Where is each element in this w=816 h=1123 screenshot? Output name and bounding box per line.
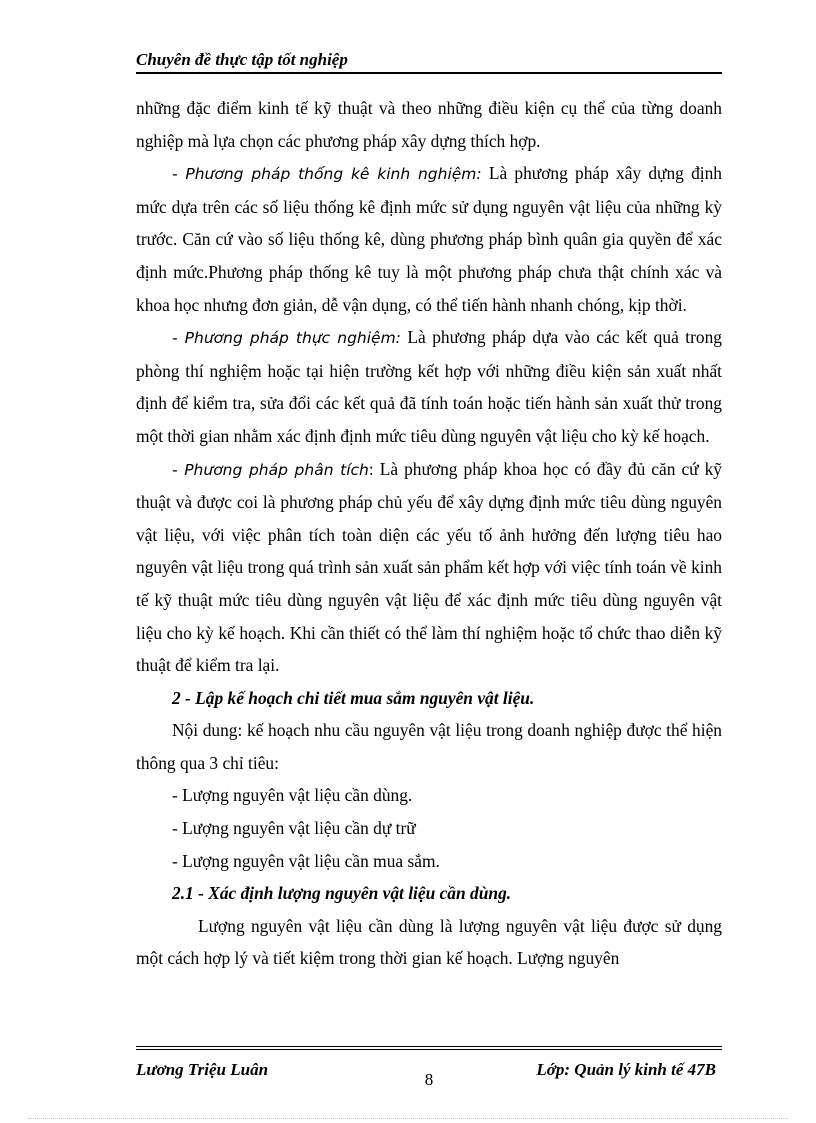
footer-author: Lương Triệu Luân <box>136 1060 269 1079</box>
paragraph-required-quantity: Lượng nguyên vật liệu cần dùng là lượng nguyên vật liệu được sử dụng một cách hợp lý và tiết kiệm trong thời gian kế hoạch. Lượng nguyên <box>136 915 722 969</box>
method-text-analysis: : Là phương pháp khoa học có đầy đủ căn cứ kỹ thuật và được coi là phương pháp chủ yếu để xây dựng định mức tiêu dùng nguyên vật liệu, với việc phân tích toàn diện các yếu tố ảnh hưởng đến lượng tiêu hao nguyên vật liệu trong quá trình sản xuất sản phẩm kết hợp với việc tính toán về kinh tế kỹ thuật mức tiêu dùng nguyên vật liệu để xác định mức tiêu dùng nguyên vật liệu cho kỳ kế hoạch. Khi cần thiết có thể làm thí nghiệm hoặc tổ chức thao diễn kỹ thuật để kiểm tra lại. <box>136 458 722 676</box>
page-header <box>136 50 722 74</box>
footer-rule <box>136 1049 722 1050</box>
list-item: - Lượng nguyên vật liệu cần dùng. <box>172 785 413 806</box>
method-text-statistical: Là phương pháp xây dựng định mức dựa trên các số liệu thống kê định mức sử dụng nguyên vật liệu của những kỳ trước. Căn cứ vào số liệu thống kê, dùng phương pháp bình quân gia quyền để xác định mức.Phương pháp thống kê tuy là một phương pháp chưa thật chính xác và khoa học nhưng đơn giản, dễ vận dụng, có thể tiến hành nhanh chóng, kịp thời. <box>136 163 722 315</box>
paragraph-statistical-method <box>136 157 722 321</box>
method-text-experimental: Là phương pháp dựa vào các kết quả trong phòng thí nghiệm hoặc tại hiện trường kết hợp với những điều kiện sản xuất nhất định để kiểm tra, sửa đổi các kết quả đã tính toán hoặc tiến hành sản xuất thử trong một thời gian nhằm xác định định mức tiêu dùng nguyên vật liệu cho kỳ kế hoạch. <box>136 327 722 446</box>
page-number: 8 <box>424 1070 434 1089</box>
footer-rule <box>136 1046 722 1047</box>
method-lead-statistical: - Phương pháp thống kê kinh nghiệm: <box>172 165 482 184</box>
section-heading-2-1: 2.1 - Xác định lượng nguyên vật liệu cần dùng. <box>172 883 512 904</box>
section-heading-2: 2 - Lập kế hoạch chi tiết mua sắm nguyên vật liệu. <box>172 687 535 708</box>
footer-class: Lớp: Quản lý kinh tế 47B <box>536 1060 716 1079</box>
header-rule <box>136 72 722 74</box>
method-lead-analysis: - Phương pháp phân tích <box>172 460 369 479</box>
page-footer <box>136 1046 722 1089</box>
list-item: - Lượng nguyên vật liệu cần mua sắm. <box>172 850 440 871</box>
document-body <box>136 92 722 975</box>
header-title: Chuyên đề thực tập tốt nghiệp <box>136 50 348 69</box>
paragraph-1: những đặc điểm kinh tế kỹ thuật và theo những điều kiện cụ thể của từng doanh nghiệp mà lựa chọn các phương pháp xây dựng thích hợp. <box>136 98 722 151</box>
footer-row <box>136 1054 722 1089</box>
paragraph-analysis-method <box>136 453 722 682</box>
method-lead-experimental: - Phương pháp thực nghiệm: <box>172 329 401 348</box>
paragraph-experimental-method <box>136 321 722 452</box>
paragraph-content: Nội dung: kế hoạch nhu cầu nguyên vật liệu trong doanh nghiệp được thể hiện thông qua 3 chỉ tiêu: <box>136 720 722 773</box>
page-edge-divider <box>28 1118 788 1119</box>
list-item: - Lượng nguyên vật liệu cần dự trữ <box>172 818 416 839</box>
